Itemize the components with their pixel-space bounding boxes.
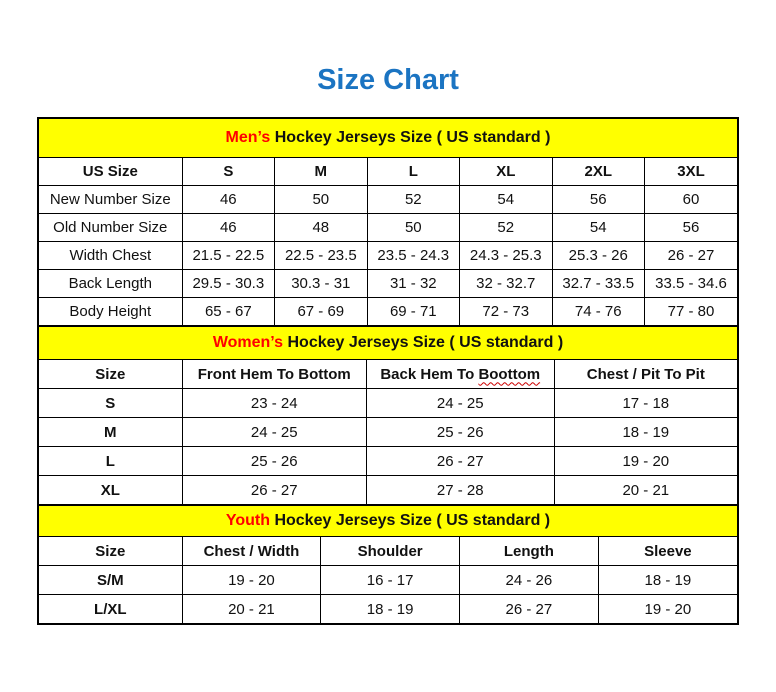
column-header: Chest / Width — [182, 537, 321, 566]
row-label: L — [39, 447, 182, 476]
size-cell: 25 - 26 — [366, 418, 554, 447]
size-cell: 22.5 - 23.5 — [275, 242, 367, 270]
column-header: Shoulder — [321, 537, 460, 566]
table-row — [39, 214, 737, 242]
size-cell: 46 — [182, 214, 274, 242]
size-cell: 54 — [552, 214, 644, 242]
column-header: Size — [39, 360, 182, 389]
size-cell: 74 - 76 — [552, 298, 644, 326]
mens-size-table — [39, 119, 737, 326]
size-cell: 19 - 20 — [598, 595, 737, 624]
column-header-with-typo — [366, 360, 554, 389]
column-header: M — [275, 158, 367, 186]
column-header: Front Hem To Bottom — [182, 360, 366, 389]
size-cell: 24.3 - 25.3 — [460, 242, 552, 270]
row-label: XL — [39, 476, 182, 505]
table-row — [39, 270, 737, 298]
youth-accent-label: Youth — [225, 512, 270, 529]
size-cell: 23 - 24 — [182, 389, 366, 418]
size-cell: 33.5 - 34.6 — [645, 270, 738, 298]
youth-size-table — [39, 505, 737, 623]
mens-header-row — [39, 158, 737, 186]
table-row — [39, 566, 737, 595]
column-header: L — [367, 158, 459, 186]
table-row — [39, 186, 737, 214]
size-cell: 56 — [552, 186, 644, 214]
mens-section-band — [39, 119, 737, 158]
size-cell: 24 - 25 — [366, 389, 554, 418]
mens-accent-label: Men’s — [225, 129, 271, 146]
size-cell: 56 — [645, 214, 738, 242]
column-header: Chest / Pit To Pit — [554, 360, 737, 389]
size-cell: 29.5 - 30.3 — [182, 270, 274, 298]
table-row — [39, 447, 737, 476]
table-row — [39, 595, 737, 624]
size-cell: 31 - 32 — [367, 270, 459, 298]
row-label: Old Number Size — [39, 214, 182, 242]
womens-size-table — [39, 326, 737, 505]
size-cell: 60 — [645, 186, 738, 214]
column-header: Sleeve — [598, 537, 737, 566]
size-chart-container — [37, 117, 739, 625]
size-cell: 46 — [182, 186, 274, 214]
youth-section-title — [39, 506, 737, 537]
back-hem-label: Back Hem To — [380, 365, 475, 383]
size-cell: 27 - 28 — [366, 476, 554, 505]
size-cell: 65 - 67 — [182, 298, 274, 326]
youth-band-text: Hockey Jerseys Size ( US standard ) — [274, 512, 551, 529]
page-title: Size Chart — [317, 64, 459, 96]
mens-section-title — [39, 119, 737, 158]
column-header: 3XL — [645, 158, 738, 186]
misspelled-word: Boottom — [478, 365, 541, 383]
size-cell: 24 - 26 — [460, 566, 599, 595]
size-cell: 48 — [275, 214, 367, 242]
size-cell: 23.5 - 24.3 — [367, 242, 459, 270]
size-cell: 67 - 69 — [275, 298, 367, 326]
row-label: Body Height — [39, 298, 182, 326]
size-cell: 54 — [460, 186, 552, 214]
table-row — [39, 242, 737, 270]
size-cell: 25.3 - 26 — [552, 242, 644, 270]
womens-header-row — [39, 360, 737, 389]
size-cell: 77 - 80 — [645, 298, 738, 326]
size-cell: 16 - 17 — [321, 566, 460, 595]
mens-band-text: Hockey Jerseys Size ( US standard ) — [274, 129, 551, 146]
size-cell: 20 - 21 — [554, 476, 737, 505]
column-header: US Size — [39, 158, 182, 186]
table-row — [39, 389, 737, 418]
size-cell: 50 — [275, 186, 367, 214]
size-cell: 26 - 27 — [366, 447, 554, 476]
row-label: M — [39, 418, 182, 447]
size-cell: 32.7 - 33.5 — [552, 270, 644, 298]
row-label: S/M — [39, 566, 182, 595]
size-cell: 19 - 20 — [554, 447, 737, 476]
size-cell: 17 - 18 — [554, 389, 737, 418]
size-cell: 20 - 21 — [182, 595, 321, 624]
column-header: Size — [39, 537, 182, 566]
size-cell: 52 — [460, 214, 552, 242]
youth-header-row — [39, 537, 737, 566]
size-cell: 24 - 25 — [182, 418, 366, 447]
womens-section-title — [39, 327, 737, 360]
size-cell: 18 - 19 — [321, 595, 460, 624]
table-row — [39, 418, 737, 447]
size-cell: 52 — [367, 186, 459, 214]
womens-section-band — [39, 327, 737, 360]
size-cell: 26 - 27 — [645, 242, 738, 270]
column-header: XL — [460, 158, 552, 186]
size-cell: 30.3 - 31 — [275, 270, 367, 298]
size-cell: 26 - 27 — [460, 595, 599, 624]
size-cell: 69 - 71 — [367, 298, 459, 326]
row-label: New Number Size — [39, 186, 182, 214]
row-label: L/XL — [39, 595, 182, 624]
size-cell: 18 - 19 — [598, 566, 737, 595]
size-cell: 72 - 73 — [460, 298, 552, 326]
size-cell: 32 - 32.7 — [460, 270, 552, 298]
size-cell: 19 - 20 — [182, 566, 321, 595]
size-cell: 18 - 19 — [554, 418, 737, 447]
size-cell: 50 — [367, 214, 459, 242]
size-cell: 21.5 - 22.5 — [182, 242, 274, 270]
womens-band-text: Hockey Jerseys Size ( US standard ) — [287, 334, 564, 351]
row-label: Back Length — [39, 270, 182, 298]
column-header: S — [182, 158, 274, 186]
table-row — [39, 298, 737, 326]
row-label: S — [39, 389, 182, 418]
column-header: 2XL — [552, 158, 644, 186]
column-header: Length — [460, 537, 599, 566]
table-row — [39, 476, 737, 505]
size-cell: 25 - 26 — [182, 447, 366, 476]
womens-accent-label: Women’s — [212, 334, 284, 351]
size-cell: 26 - 27 — [182, 476, 366, 505]
youth-section-band — [39, 506, 737, 537]
row-label: Width Chest — [39, 242, 182, 270]
